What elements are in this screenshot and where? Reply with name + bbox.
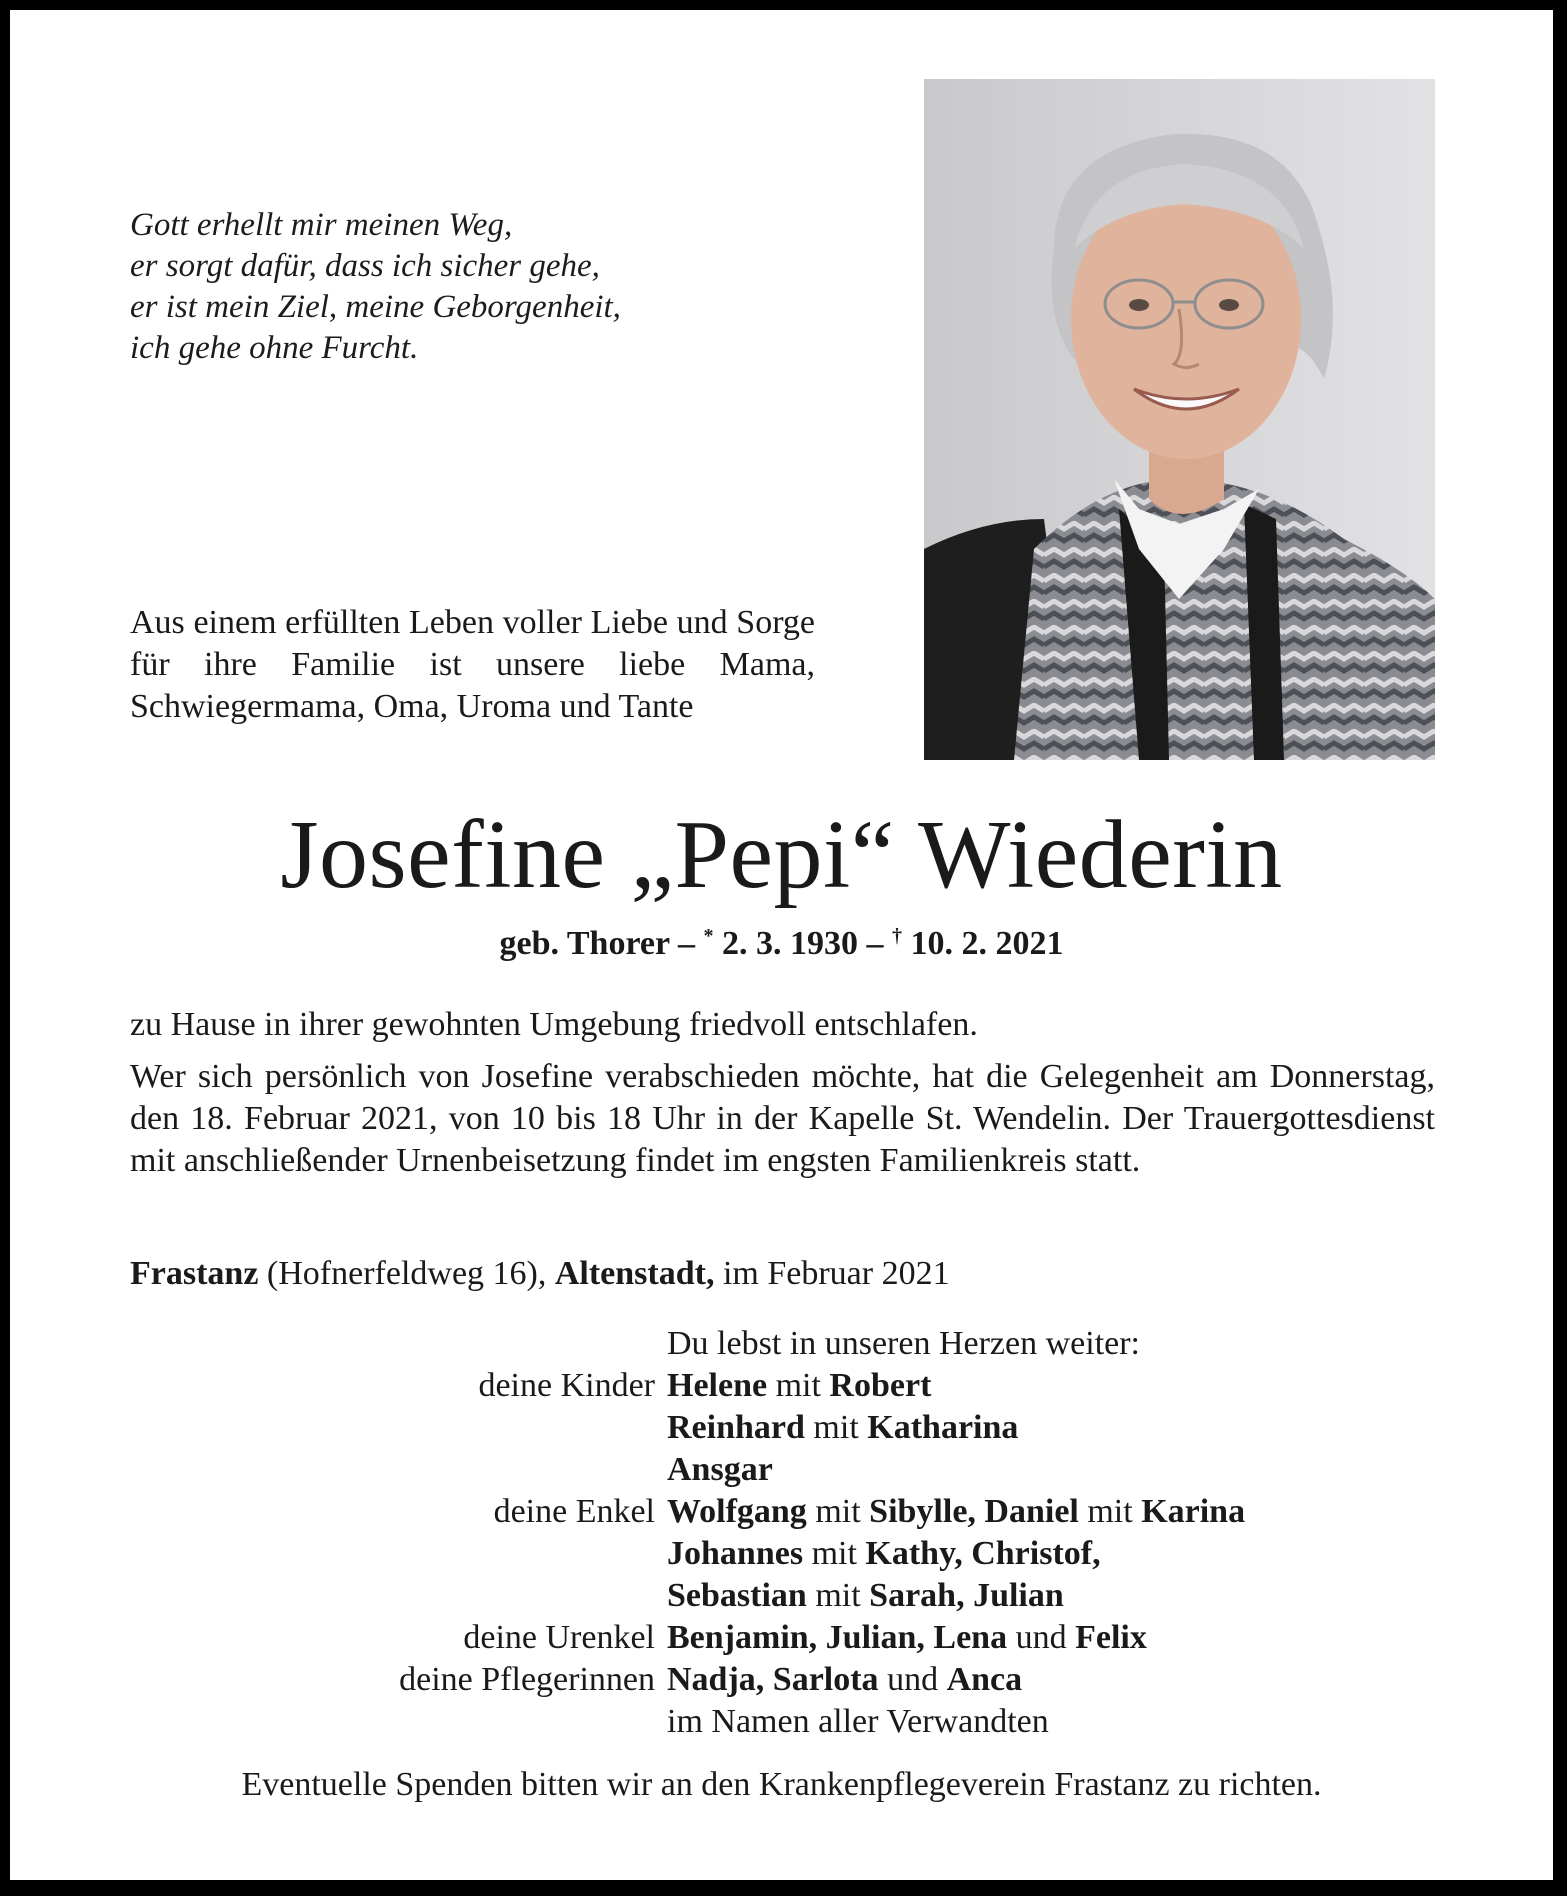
passing-line: zu Hause in ihrer gewohnten Umgebung friedvoll entschlafen.	[130, 1006, 978, 1043]
connector: mit	[767, 1367, 830, 1404]
name: Sarah, Julian	[869, 1577, 1064, 1614]
family-row-kinder	[10, 1365, 1553, 1407]
connector: mit	[806, 1493, 870, 1530]
connector: mit	[804, 1409, 868, 1446]
address: (Hofnerfeldweg 16),	[258, 1255, 555, 1292]
connector: und	[878, 1661, 947, 1698]
quote-line: ich gehe ohne Furcht.	[130, 330, 419, 366]
family-list	[10, 1323, 1553, 1743]
birth-date: 2. 3. 1930	[713, 925, 859, 962]
quote-line: er sorgt dafür, dass ich sicher gehe,	[130, 248, 600, 284]
death-cross-icon: †	[892, 925, 903, 947]
bible-quote	[130, 205, 750, 369]
connector: mit	[803, 1535, 866, 1572]
death-date: 10. 2. 2021	[902, 925, 1064, 962]
month-date: im Februar 2021	[714, 1255, 950, 1292]
connector: und	[1007, 1619, 1076, 1656]
quote-line: Gott erhellt mir meinen Weg,	[130, 207, 513, 243]
separator: –	[858, 925, 893, 962]
name: Ansgar	[667, 1451, 773, 1488]
name: Sibylle, Daniel	[869, 1493, 1079, 1530]
name: Karina	[1141, 1493, 1246, 1530]
obituary-card	[10, 10, 1553, 1880]
name: Sebastian	[667, 1577, 807, 1614]
connector: mit	[806, 1577, 870, 1614]
name: Felix	[1075, 1619, 1147, 1656]
connector: mit	[1078, 1493, 1142, 1530]
name: Wolfgang	[667, 1493, 807, 1530]
farewell-paragraph: Wer sich persönlich von Josefine verabschieden möchte, hat die Gelegenheit am Donnerstag, den 18. Februar 2021, von 10 bis 18 Uhr in der Kapelle St. Wendelin. Der Trauergottesdienst mit anschließender Urnenbeisetzung findet im engsten Familienkreis statt.	[130, 1058, 1435, 1179]
family-row-pflegerinnen	[10, 1659, 1553, 1701]
kinder-label: deine Kinder	[478, 1367, 655, 1404]
name: Katharina	[867, 1409, 1019, 1446]
name: Kathy, Christof,	[865, 1535, 1101, 1572]
family-row-enkel	[10, 1491, 1553, 1533]
name: Anca	[946, 1661, 1023, 1698]
name: Johannes	[667, 1535, 804, 1572]
birth-star-icon: *	[703, 925, 714, 947]
separator: –	[669, 925, 704, 962]
enkel-label: deine Enkel	[493, 1493, 655, 1530]
family-heading: Du lebst in unseren Herzen weiter:	[667, 1325, 1140, 1362]
pflegerinnen-label: deine Pflegerinnen	[399, 1661, 655, 1698]
name: Nadja, Sarlota	[667, 1661, 879, 1698]
portrait-photo	[924, 79, 1435, 760]
town-frastanz: Frastanz	[130, 1255, 259, 1292]
family-row-urenkel	[10, 1617, 1553, 1659]
announcement-body	[130, 1004, 1435, 1192]
name: Robert	[829, 1367, 932, 1404]
quote-line: er ist mein Ziel, meine Geborgenheit,	[130, 289, 621, 325]
birth-name: geb. Thorer	[499, 925, 670, 962]
life-dates	[10, 924, 1553, 964]
deceased-name: Josefine „Pepi“ Wiederin	[280, 801, 1283, 909]
name: Benjamin, Julian, Lena	[667, 1619, 1008, 1656]
intro-text: Aus einem erfüllten Leben voller Liebe und Sorge für ihre Familie ist unsere liebe Mama, Schwiegermama, Oma, Uroma und Tante	[130, 604, 815, 725]
name: Helene	[667, 1367, 768, 1404]
urenkel-label: deine Urenkel	[463, 1619, 655, 1656]
place-date-line	[130, 1253, 1330, 1295]
town-altenstadt: Altenstadt,	[554, 1255, 715, 1292]
name: Reinhard	[667, 1409, 805, 1446]
relatives-line: im Namen aller Verwandten	[667, 1703, 1049, 1740]
donation-note: Eventuelle Spenden bitten wir an den Krankenpflegeverein Frastanz zu richten.	[241, 1766, 1322, 1803]
